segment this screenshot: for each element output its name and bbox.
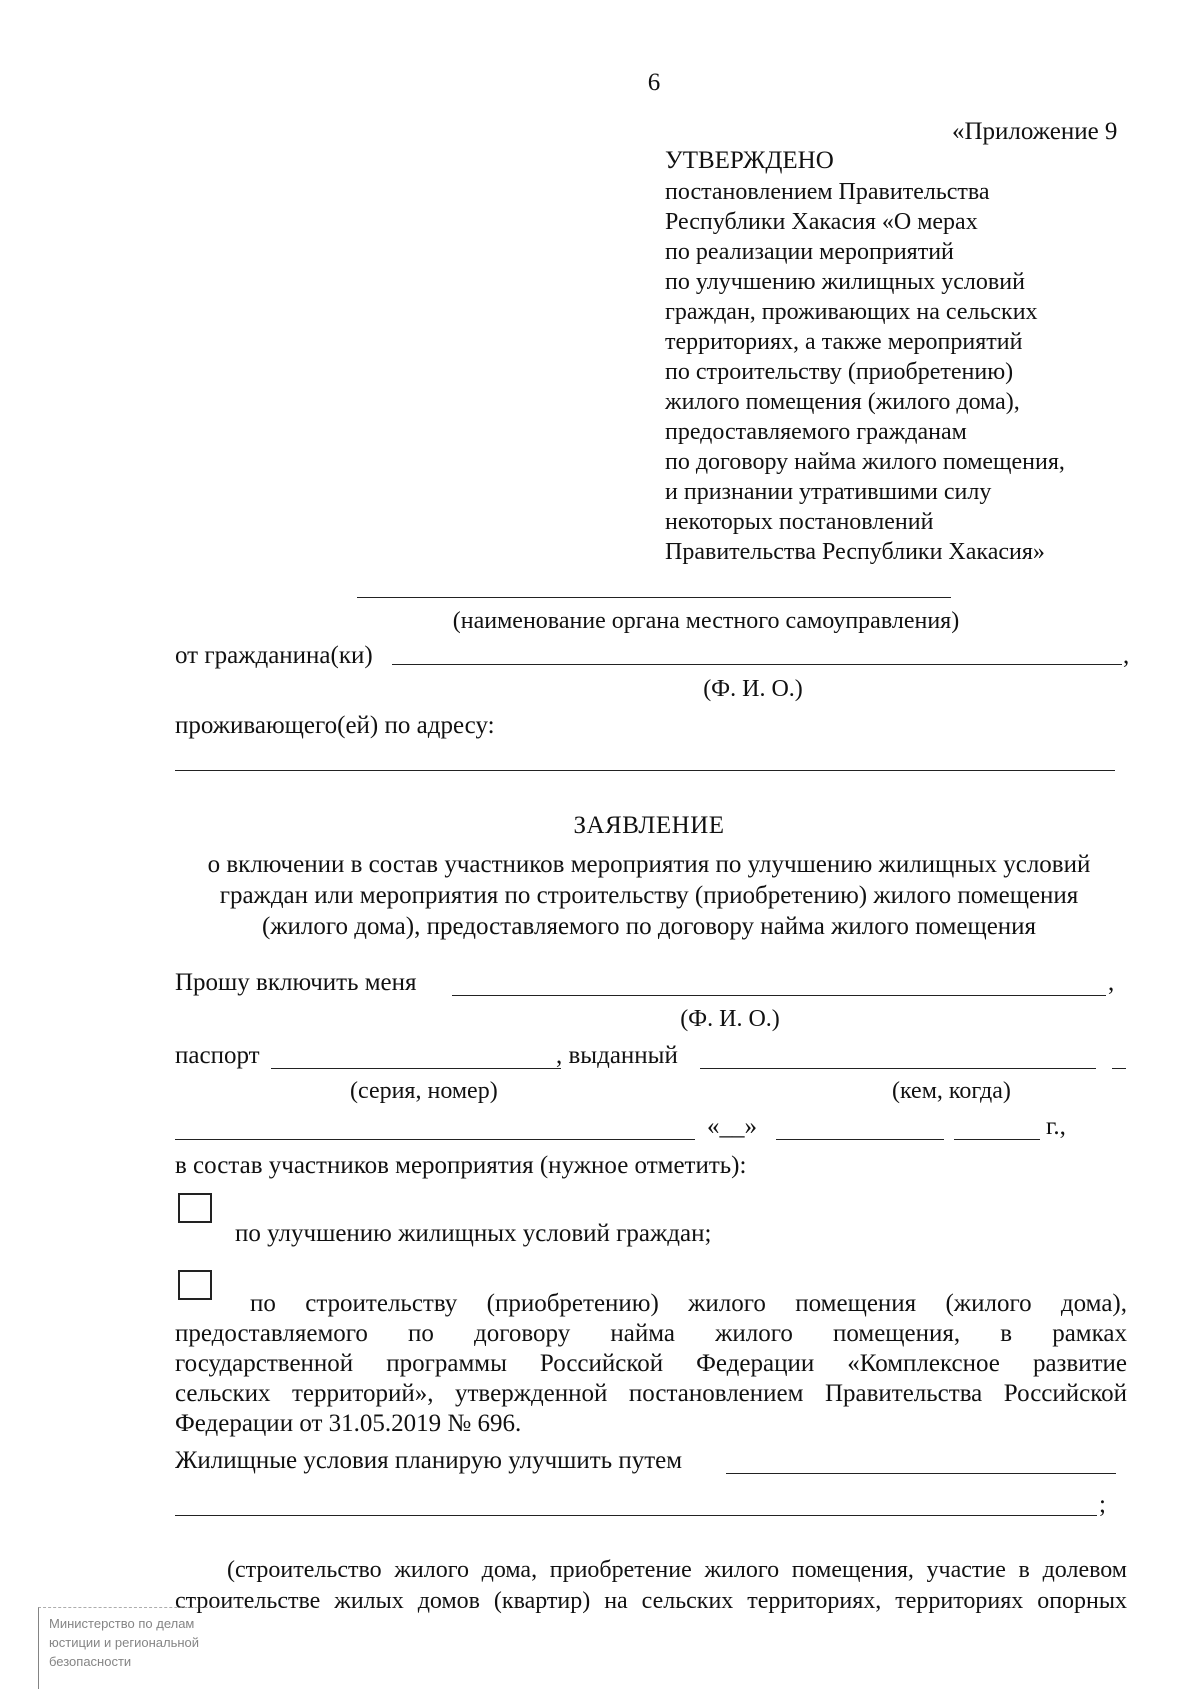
stamp-line: безопасности bbox=[49, 1654, 132, 1669]
passport-number-field-line[interactable] bbox=[271, 1068, 561, 1069]
approval-line: жилого помещения (жилого дома), bbox=[665, 389, 1020, 415]
citizen-fio-caption: (Ф. И. О.) bbox=[703, 676, 803, 702]
approval-line: по реализации мероприятий bbox=[665, 239, 954, 265]
approval-line: и признании утратившими силу bbox=[665, 479, 992, 505]
org-name-field-line[interactable] bbox=[357, 597, 951, 598]
approval-line: граждан, проживающих на сельских bbox=[665, 299, 1038, 325]
option-construction-line: предоставляемого по договору найма жилого помещения, в рамках bbox=[175, 1320, 1127, 1347]
passport-label: паспорт bbox=[175, 1042, 260, 1069]
issued-label: , выданный bbox=[556, 1042, 678, 1069]
stamp-line: юстиции и региональной bbox=[49, 1635, 200, 1650]
approval-line: постановлением Правительства bbox=[665, 179, 990, 205]
registration-stamp bbox=[38, 1607, 248, 1689]
date-year-field-line[interactable] bbox=[954, 1139, 1040, 1140]
option-construction-line: сельских территорий», утвержденной постановлением Правительства Российской bbox=[175, 1380, 1127, 1407]
appendix-label: «Приложение 9 bbox=[952, 118, 1118, 145]
issued-by-continuation-line[interactable] bbox=[175, 1139, 695, 1140]
improvement-method-continuation-line[interactable] bbox=[175, 1515, 1097, 1516]
approval-line: по улучшению жилищных условий bbox=[665, 269, 1025, 295]
org-name-caption: (наименование органа местного самоуправления) bbox=[452, 608, 960, 634]
address-field-line[interactable] bbox=[175, 770, 1115, 771]
option-housing-label: по улучшению жилищных условий граждан; bbox=[235, 1220, 712, 1247]
issuer-caption: (кем, когда) bbox=[892, 1078, 1011, 1104]
page-number: 6 bbox=[647, 69, 661, 96]
issued-by-field-line[interactable] bbox=[700, 1068, 1096, 1069]
issued-by-field-line-end bbox=[1112, 1068, 1126, 1069]
option-construction-text bbox=[175, 1289, 1127, 1439]
semicolon: ; bbox=[1099, 1491, 1106, 1518]
passport-series-caption: (серия, номер) bbox=[350, 1078, 498, 1104]
option-construction-line: государственной программы Российской Федерации «Комплексное развитие bbox=[175, 1350, 1127, 1377]
stamp-line: Министерство по делам bbox=[49, 1616, 195, 1631]
approval-line: по строительству (приобретению) bbox=[665, 359, 1014, 385]
note-line: строительстве жилых домов (квартир) на сельских территориях, территориях опорных bbox=[175, 1588, 1127, 1614]
approved-heading: УТВЕРЖДЕНО bbox=[665, 147, 834, 174]
option-construction-line: по строительству (приобретению) жилого помещения (жилого дома), bbox=[250, 1290, 1127, 1317]
applicant-fio-caption: (Ф. И. О.) bbox=[680, 1006, 780, 1032]
citizen-name-field-line[interactable] bbox=[392, 664, 1122, 665]
subtitle-line: (жилого дома), предоставляемого по договору найма жилого помещения bbox=[261, 913, 1037, 940]
year-suffix: г., bbox=[1046, 1113, 1066, 1140]
improvement-method-field-line[interactable] bbox=[726, 1473, 1116, 1474]
comma: , bbox=[1123, 642, 1130, 669]
subtitle-line: граждан или мероприятия по строительству (приобретению) жилого помещения bbox=[219, 882, 1079, 909]
comma: , bbox=[1108, 969, 1115, 996]
improvement-method-note bbox=[175, 1556, 1127, 1618]
option-housing-checkbox[interactable] bbox=[178, 1193, 212, 1223]
note-line: (строительство жилого дома, приобретение жилого помещения, участие в долевом bbox=[227, 1557, 1127, 1583]
approval-line: Республики Хакасия «О мерах bbox=[665, 209, 978, 235]
approval-block bbox=[665, 178, 1065, 568]
date-day-field[interactable]: «__» bbox=[707, 1113, 757, 1140]
participants-instruction: в состав участников мероприятия (нужное отметить): bbox=[175, 1152, 747, 1179]
approval-line: некоторых постановлений bbox=[665, 509, 934, 535]
document-title: ЗАЯВЛЕНИЕ bbox=[573, 812, 725, 839]
from-citizen-label: от гражданина(ки) bbox=[175, 642, 373, 669]
document-subtitle bbox=[0, 850, 1200, 943]
option-construction-line: Федерации от 31.05.2019 № 696. bbox=[175, 1410, 522, 1437]
approval-line: по договору найма жилого помещения, bbox=[665, 449, 1065, 475]
improvement-method-label: Жилищные условия планирую улучшить путем bbox=[175, 1447, 683, 1474]
approval-line: предоставляемого гражданам bbox=[665, 419, 967, 445]
request-label: Прошу включить меня bbox=[175, 969, 417, 996]
address-label: проживающего(ей) по адресу: bbox=[175, 712, 495, 739]
applicant-name-field-line[interactable] bbox=[452, 995, 1106, 996]
approval-line: Правительства Республики Хакасия» bbox=[665, 539, 1045, 565]
subtitle-line: о включении в состав участников мероприятия по улучшению жилищных условий bbox=[207, 851, 1091, 878]
date-month-field-line[interactable] bbox=[776, 1139, 944, 1140]
approval-line: территориях, а также мероприятий bbox=[665, 329, 1023, 355]
